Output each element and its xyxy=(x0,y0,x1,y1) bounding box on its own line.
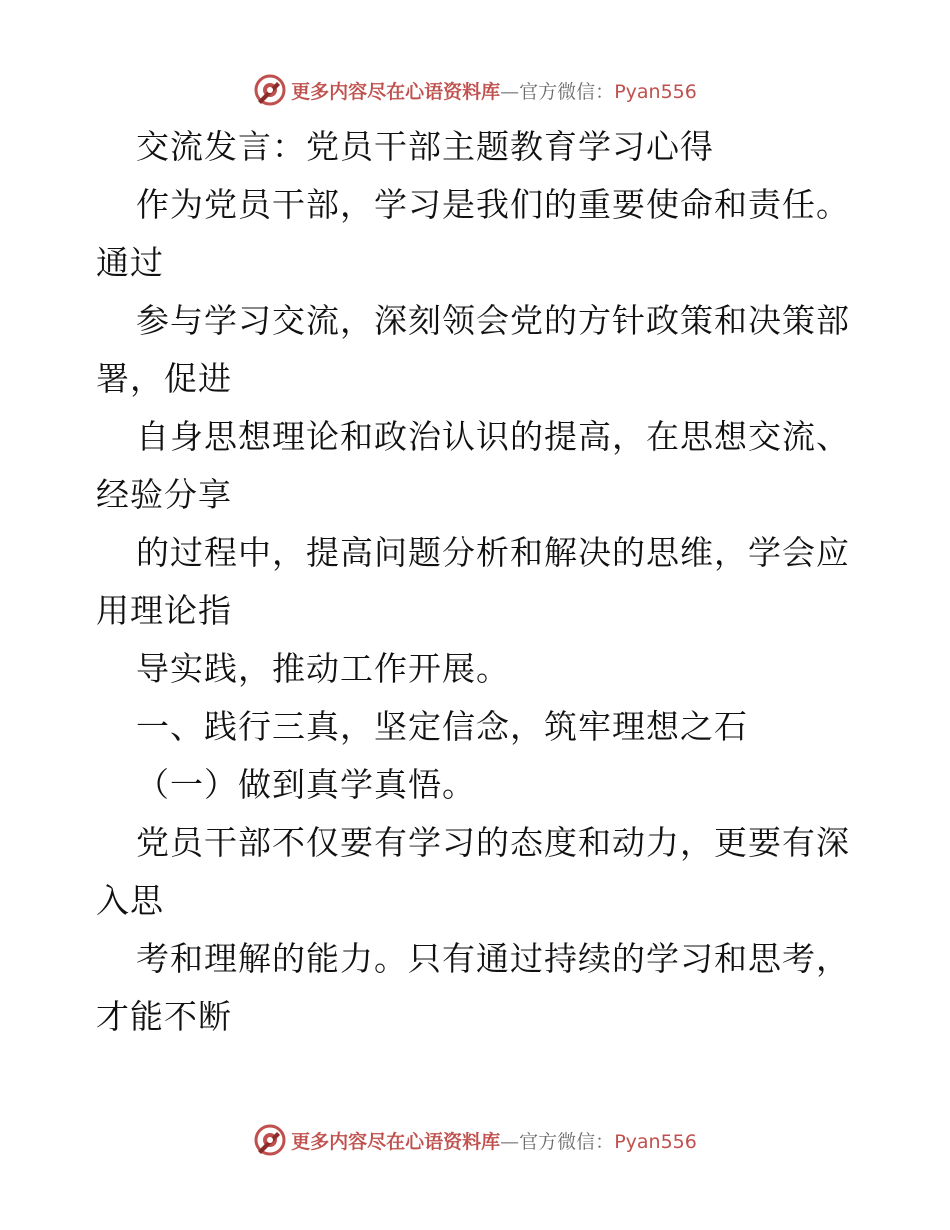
text-line: 自身思想理论和政治认识的提高，在思想交流、 xyxy=(136,417,850,456)
watermark-lead: 更多内容尽在心语资料库 xyxy=(291,1130,501,1153)
text-line: 入思 xyxy=(96,881,164,920)
text-line: 考和理解的能力。只有通过持续的学习和思考， xyxy=(136,939,850,978)
text-line: 通过 xyxy=(96,243,164,282)
text-line: 用理论指 xyxy=(96,591,232,630)
watermark-lead: 更多内容尽在心语资料库 xyxy=(291,80,501,103)
watermark-wechat-label: 官方微信： xyxy=(519,80,615,103)
watermark-wechat-id: Pyan556 xyxy=(614,80,697,103)
text-line: 署，促进 xyxy=(96,359,232,398)
text-line: 导实践，推动工作开展。 xyxy=(136,649,510,688)
watermark-wechat-label: 官方微信： xyxy=(519,1130,615,1153)
watermark-wechat-id: Pyan556 xyxy=(614,1130,697,1153)
document-body xyxy=(96,118,856,1046)
text-line: 交流发言：党员干部主题教育学习心得 xyxy=(136,127,714,166)
logo-badge-icon xyxy=(253,73,287,107)
text-line: 一、践行三真，坚定信念，筑牢理想之石 xyxy=(136,707,748,746)
text-line: 的过程中，提高问题分析和解决的思维，学会应 xyxy=(136,533,850,572)
watermark-separator: — xyxy=(500,1130,520,1153)
text-line: 作为党员干部，学习是我们的重要使命和责任。 xyxy=(136,185,850,224)
logo-badge-icon xyxy=(253,1123,287,1157)
footer-watermark xyxy=(0,1120,950,1160)
text-line: （一）做到真学真悟。 xyxy=(136,765,476,804)
text-line: 参与学习交流，深刻领会党的方针政策和决策部 xyxy=(136,301,850,340)
text-line: 经验分享 xyxy=(96,475,232,514)
text-line: 才能不断 xyxy=(96,997,232,1036)
watermark-text xyxy=(291,1127,697,1154)
header-watermark xyxy=(0,70,950,110)
watermark-text xyxy=(291,77,697,104)
text-line: 党员干部不仅要有学习的态度和动力，更要有深 xyxy=(136,823,850,862)
watermark-separator: — xyxy=(500,80,520,103)
